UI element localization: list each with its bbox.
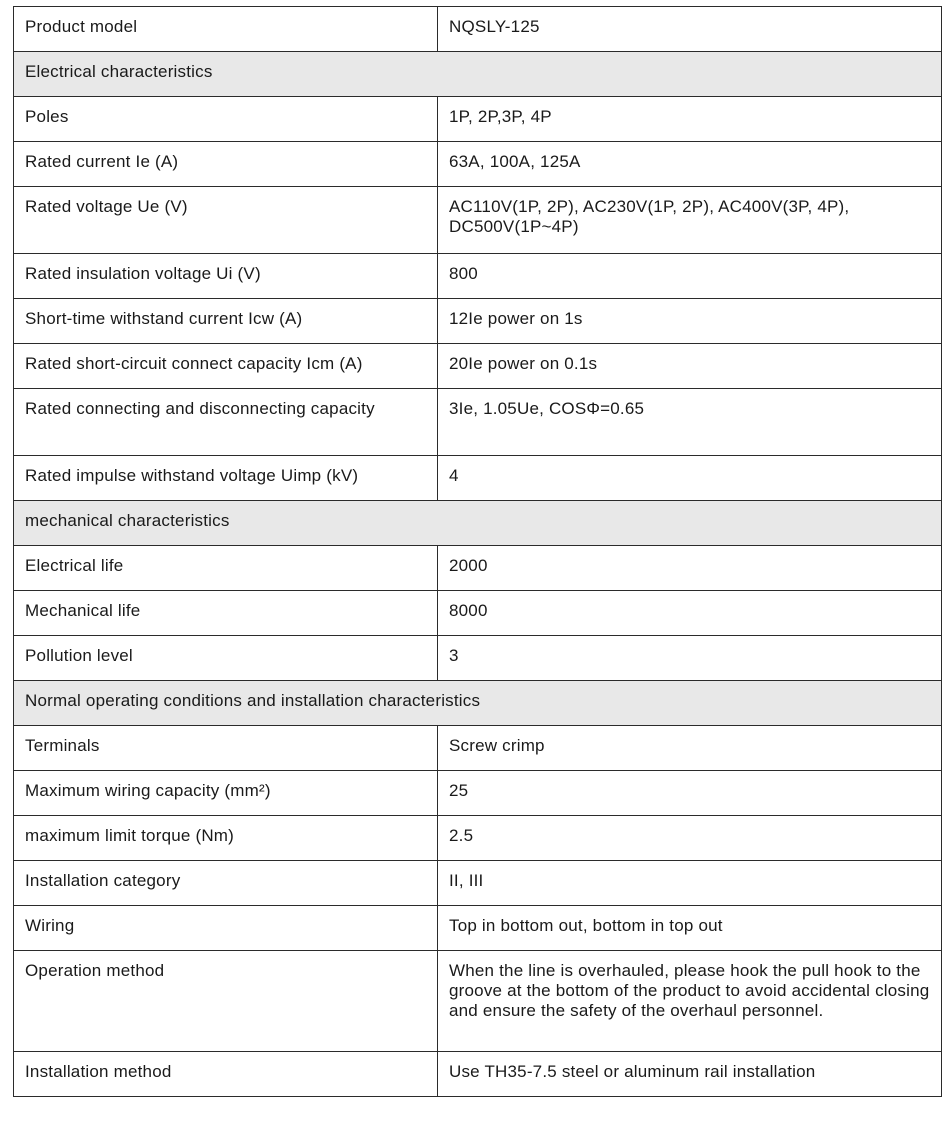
table-row-product-model [14, 7, 942, 52]
product-model-label: Product model [14, 7, 438, 52]
row-value: 8000 [438, 591, 942, 636]
row-label: Poles [14, 97, 438, 142]
row-label: Rated current Ie (A) [14, 142, 438, 187]
row-value: 2.5 [438, 816, 942, 861]
specification-table [13, 6, 942, 1097]
row-value: Use TH35-7.5 steel or aluminum rail installation [438, 1052, 942, 1097]
row-label: maximum limit torque (Nm) [14, 816, 438, 861]
table-row [14, 254, 942, 299]
section-title: mechanical characteristics [14, 501, 942, 546]
row-value: AC110V(1P, 2P), AC230V(1P, 2P), AC400V(3P, 4P), DC500V(1P~4P) [438, 187, 942, 254]
table-row [14, 344, 942, 389]
row-value: 1P, 2P,3P, 4P [438, 97, 942, 142]
row-label: Rated insulation voltage Ui (V) [14, 254, 438, 299]
table-row [14, 771, 942, 816]
row-value: 2000 [438, 546, 942, 591]
table-row [14, 906, 942, 951]
row-value: When the line is overhauled, please hook the pull hook to the groove at the bottom of the product to avoid accidental closing and ensure the safety of the overhaul personnel. [438, 951, 942, 1052]
row-label: Rated connecting and disconnecting capacity [14, 389, 438, 456]
table-row [14, 456, 942, 501]
row-label: Maximum wiring capacity (mm²) [14, 771, 438, 816]
table-row [14, 636, 942, 681]
section-title: Electrical characteristics [14, 52, 942, 97]
row-value: 4 [438, 456, 942, 501]
row-label: Operation method [14, 951, 438, 1052]
row-label: Mechanical life [14, 591, 438, 636]
table-row [14, 389, 942, 456]
table-row [14, 546, 942, 591]
table-row [14, 299, 942, 344]
table-row [14, 187, 942, 254]
row-label: Rated short-circuit connect capacity Icm (A) [14, 344, 438, 389]
row-value: 25 [438, 771, 942, 816]
row-label: Rated impulse withstand voltage Uimp (kV) [14, 456, 438, 501]
row-label: Electrical life [14, 546, 438, 591]
row-label: Installation category [14, 861, 438, 906]
product-model-value: NQSLY-125 [438, 7, 942, 52]
row-value: 20Ie power on 0.1s [438, 344, 942, 389]
row-label: Short-time withstand current Icw (A) [14, 299, 438, 344]
row-label: Wiring [14, 906, 438, 951]
table-row [14, 816, 942, 861]
table-row [14, 1052, 942, 1097]
row-value: 3 [438, 636, 942, 681]
table-row [14, 951, 942, 1052]
row-label: Terminals [14, 726, 438, 771]
row-value: 3Ie, 1.05Ue, COSΦ=0.65 [438, 389, 942, 456]
section-header-mechanical [14, 501, 942, 546]
table-row [14, 591, 942, 636]
row-label: Installation method [14, 1052, 438, 1097]
table-row [14, 97, 942, 142]
row-value: 12Ie power on 1s [438, 299, 942, 344]
table-row [14, 142, 942, 187]
row-label: Pollution level [14, 636, 438, 681]
row-label: Rated voltage Ue (V) [14, 187, 438, 254]
section-header-electrical [14, 52, 942, 97]
row-value: II, III [438, 861, 942, 906]
row-value: Top in bottom out, bottom in top out [438, 906, 942, 951]
row-value: 63A, 100A, 125A [438, 142, 942, 187]
row-value: Screw crimp [438, 726, 942, 771]
section-header-operating-conditions [14, 681, 942, 726]
row-value: 800 [438, 254, 942, 299]
section-title: Normal operating conditions and installation characteristics [14, 681, 942, 726]
table-row [14, 861, 942, 906]
table-row [14, 726, 942, 771]
